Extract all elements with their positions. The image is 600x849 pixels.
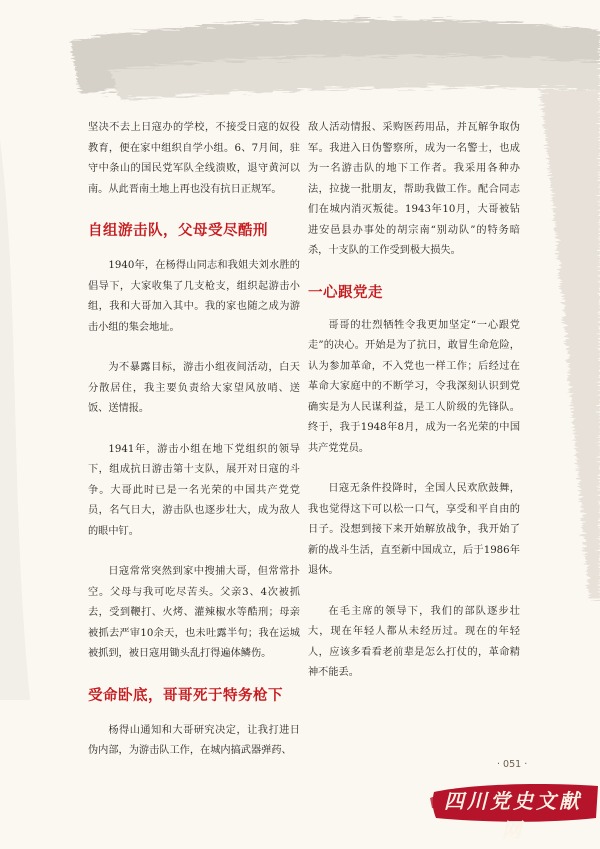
body-paragraph: 1940年，在杨得山同志和我姐夫刘水胜的倡导下，大家收集了几支枪支，组织起游击小组，我和大哥加入其中。我的家也随之成为游击小组的集会地址。: [88, 260, 300, 333]
body-paragraph: 敌人活动情报、采购医药用品，并瓦解争取伪军。我进入日伪警察所，成为一名警士，也成为一名游击队的地下工作者。我采用各种办法，拉拢一批朋友，帮助我做工作。配合同志们在城内消灭叛徒。1943年10月，大哥被钻进安邑县办事处的胡宗南“别动队”的特务暗杀，十支队的工作受到极大损失。: [308, 122, 520, 256]
section-heading: 自组游击队，父母受尽酷刑: [88, 223, 268, 239]
body-paragraph: 在毛主席的领导下，我们的部队逐步壮大，现在年轻人都从未经历过。现在的年轻人，应该多看看老前辈是怎么打仗的，革命精神不能丢。: [308, 605, 520, 678]
section-heading: 受命卧底，哥哥死于特务枪下: [88, 687, 283, 704]
right-column: [308, 118, 520, 704]
body-paragraph: 为不暴露目标，游击小组夜间活动，白天分散居住，我主要负责给大家望风放哨、送饭、送情报。: [88, 362, 300, 414]
body-paragraph: 哥哥的壮烈牺牲令我更加坚定“一心跟党走”的决心。开始是为了抗日，敢冒生命危险，认为参加革命，不入党也一样工作；后经过在革命大家庭中的不断学习，令我深刻认识到党确实是为人民谋利益，是工人阶级的先锋队。终于，我于1948年8月，成为一名光荣的中国共产党党员。: [308, 319, 520, 454]
body-paragraph: 坚决不去上日寇办的学校，不接受日寇的奴役教育，便在家中组织自学小组。6、7月间，驻守中条山的国民党军队全线溃败，退守黄河以南。从此晋南土地上再也没有抗日正规军。: [88, 122, 300, 195]
body-paragraph: 日寇常常突然到家中搜捕大哥，但常常扑空。父母与我可吃尽苦头。父亲3、4次被抓去，受到鞭打、火烤、灌辣椒水等酷刑；母亲被抓去严审10余天，也未吐露半句；我在运城被抓到，被日寇用锄头乱打得遍体鳞伤。: [88, 566, 300, 659]
page-number: · 051 ·: [497, 759, 528, 770]
section-heading: 一心跟党走: [308, 284, 383, 301]
site-logo-text[interactable]: 四川党史文献网: [444, 789, 582, 842]
body-paragraph: 杨得山通知和大哥研究决定，让我打进日伪内部，为游击队工作，在城内搞武器弹药、: [88, 724, 300, 756]
body-paragraph: 1941年，游击小组在地下党组织的领导下，组成抗日游击第十支队，展开对日寇的斗争。大哥此时已是一名光荣的中国共产党党员，名气日大，游击队也逐步壮大，成为敌人的眼中钉。: [88, 443, 300, 537]
body-paragraph: 日寇无条件投降时，全国人民欢欣鼓舞，我也觉得这下可以松一口气，享受和平自由的日子。没想到接下来开始解放战争，我开始了新的战斗生活，直至新中国成立，后于1986年退休。: [308, 483, 520, 576]
left-column: [88, 118, 300, 782]
